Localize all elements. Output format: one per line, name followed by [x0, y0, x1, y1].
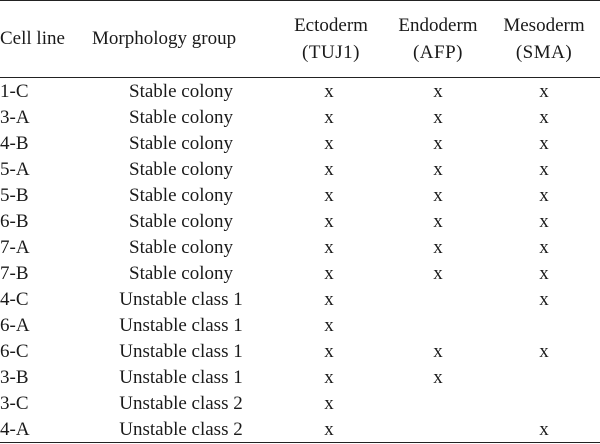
- mesoderm-mark: x: [539, 237, 549, 258]
- header-mesoderm-marker: (SMA): [515, 41, 573, 63]
- ectoderm-mark: x: [324, 159, 334, 180]
- ectoderm-mark: x: [324, 289, 334, 310]
- cell-line: 7-B: [0, 263, 29, 284]
- cell-line: 1-C: [0, 81, 29, 102]
- cell-line: 7-A: [0, 237, 30, 258]
- header-morphology: [88, 0, 274, 77]
- cell-line: 3-A: [0, 107, 30, 128]
- mesoderm-mark: x: [539, 419, 549, 440]
- table-row: [0, 313, 600, 339]
- cell-line: 6-C: [0, 341, 29, 362]
- endoderm-mark: x: [433, 185, 443, 206]
- ectoderm-mark: x: [324, 367, 334, 388]
- header-endoderm-label: Endoderm: [398, 14, 478, 36]
- ectoderm-mark: x: [324, 419, 334, 440]
- cell-line: 3-C: [0, 393, 29, 414]
- endoderm-mark: x: [433, 133, 443, 154]
- header-ectoderm-marker: (TUJ1): [302, 41, 360, 63]
- cell-line: 6-A: [0, 315, 30, 336]
- table-row: [0, 261, 600, 287]
- mesoderm-mark: x: [539, 185, 549, 206]
- header-ectoderm-label: Ectoderm: [294, 14, 368, 36]
- mesoderm-mark: [488, 365, 600, 391]
- ectoderm-mark: x: [324, 393, 334, 414]
- endoderm-mark: x: [433, 159, 443, 180]
- cell-line: 6-B: [0, 211, 29, 232]
- morphology: Unstable class 1: [119, 367, 243, 388]
- morphology: Stable colony: [129, 237, 233, 258]
- table-row: [0, 183, 600, 209]
- ectoderm-mark: x: [324, 81, 334, 102]
- table-row: [0, 417, 600, 443]
- ectoderm-mark: x: [324, 341, 334, 362]
- ectoderm-mark: x: [324, 211, 334, 232]
- mesoderm-mark: x: [539, 159, 549, 180]
- endoderm-mark: [388, 313, 488, 339]
- morphology: Unstable class 2: [119, 393, 243, 414]
- table-row: [0, 157, 600, 183]
- morphology: Unstable class 1: [119, 341, 243, 362]
- endoderm-mark: [388, 417, 488, 443]
- header-cell-line: [0, 0, 88, 77]
- table-row: [0, 235, 600, 261]
- morphology: Unstable class 1: [119, 315, 243, 336]
- header-endoderm-marker: (AFP): [412, 41, 463, 63]
- cell-line: 4-A: [0, 419, 30, 440]
- mesoderm-mark: x: [539, 107, 549, 128]
- cell-line: 4-C: [0, 289, 29, 310]
- cell-line: 5-A: [0, 159, 30, 180]
- endoderm-mark: [388, 391, 488, 417]
- ectoderm-mark: x: [324, 133, 334, 154]
- morphology: Unstable class 2: [119, 419, 243, 440]
- ectoderm-mark: x: [324, 237, 334, 258]
- endoderm-mark: x: [433, 107, 443, 128]
- table-body: [0, 77, 600, 443]
- endoderm-mark: x: [433, 81, 443, 102]
- endoderm-mark: x: [433, 341, 443, 362]
- morphology: Stable colony: [129, 159, 233, 180]
- mesoderm-mark: x: [539, 211, 549, 232]
- header-row: [0, 0, 600, 77]
- cell-line: 3-B: [0, 367, 29, 388]
- header-mesoderm-label: Mesoderm: [503, 14, 585, 36]
- ectoderm-mark: x: [324, 315, 334, 336]
- morphology: Stable colony: [129, 81, 233, 102]
- mesoderm-mark: x: [539, 289, 549, 310]
- endoderm-mark: x: [433, 237, 443, 258]
- table-row: [0, 77, 600, 105]
- endoderm-mark: x: [433, 211, 443, 232]
- mesoderm-mark: x: [539, 81, 549, 102]
- morphology: Stable colony: [129, 263, 233, 284]
- mesoderm-mark: [488, 391, 600, 417]
- table-row: [0, 131, 600, 157]
- morphology: Stable colony: [129, 211, 233, 232]
- morphology: Stable colony: [129, 107, 233, 128]
- header-morphology-label: Morphology group: [92, 27, 237, 49]
- mesoderm-mark: x: [539, 341, 549, 362]
- cell-line: 4-B: [0, 133, 29, 154]
- table-row: [0, 391, 600, 417]
- endoderm-mark: x: [433, 263, 443, 284]
- table-row: [0, 365, 600, 391]
- morphology: Stable colony: [129, 185, 233, 206]
- ectoderm-mark: x: [324, 185, 334, 206]
- header-mesoderm: [488, 0, 600, 77]
- header-endoderm: [388, 0, 488, 77]
- header-ectoderm: [274, 0, 388, 77]
- table-row: [0, 209, 600, 235]
- table-row: [0, 339, 600, 365]
- cell-line: 5-B: [0, 185, 29, 206]
- table-row: [0, 105, 600, 131]
- mesoderm-mark: x: [539, 263, 549, 284]
- morphology: Unstable class 1: [119, 289, 243, 310]
- ectoderm-mark: x: [324, 263, 334, 284]
- table-row: [0, 287, 600, 313]
- ectoderm-mark: x: [324, 107, 334, 128]
- mesoderm-mark: [488, 313, 600, 339]
- endoderm-mark: [388, 287, 488, 313]
- mesoderm-mark: x: [539, 133, 549, 154]
- endoderm-mark: x: [433, 367, 443, 388]
- morphology: Stable colony: [129, 133, 233, 154]
- header-cell-line-label: Cell line: [0, 27, 65, 49]
